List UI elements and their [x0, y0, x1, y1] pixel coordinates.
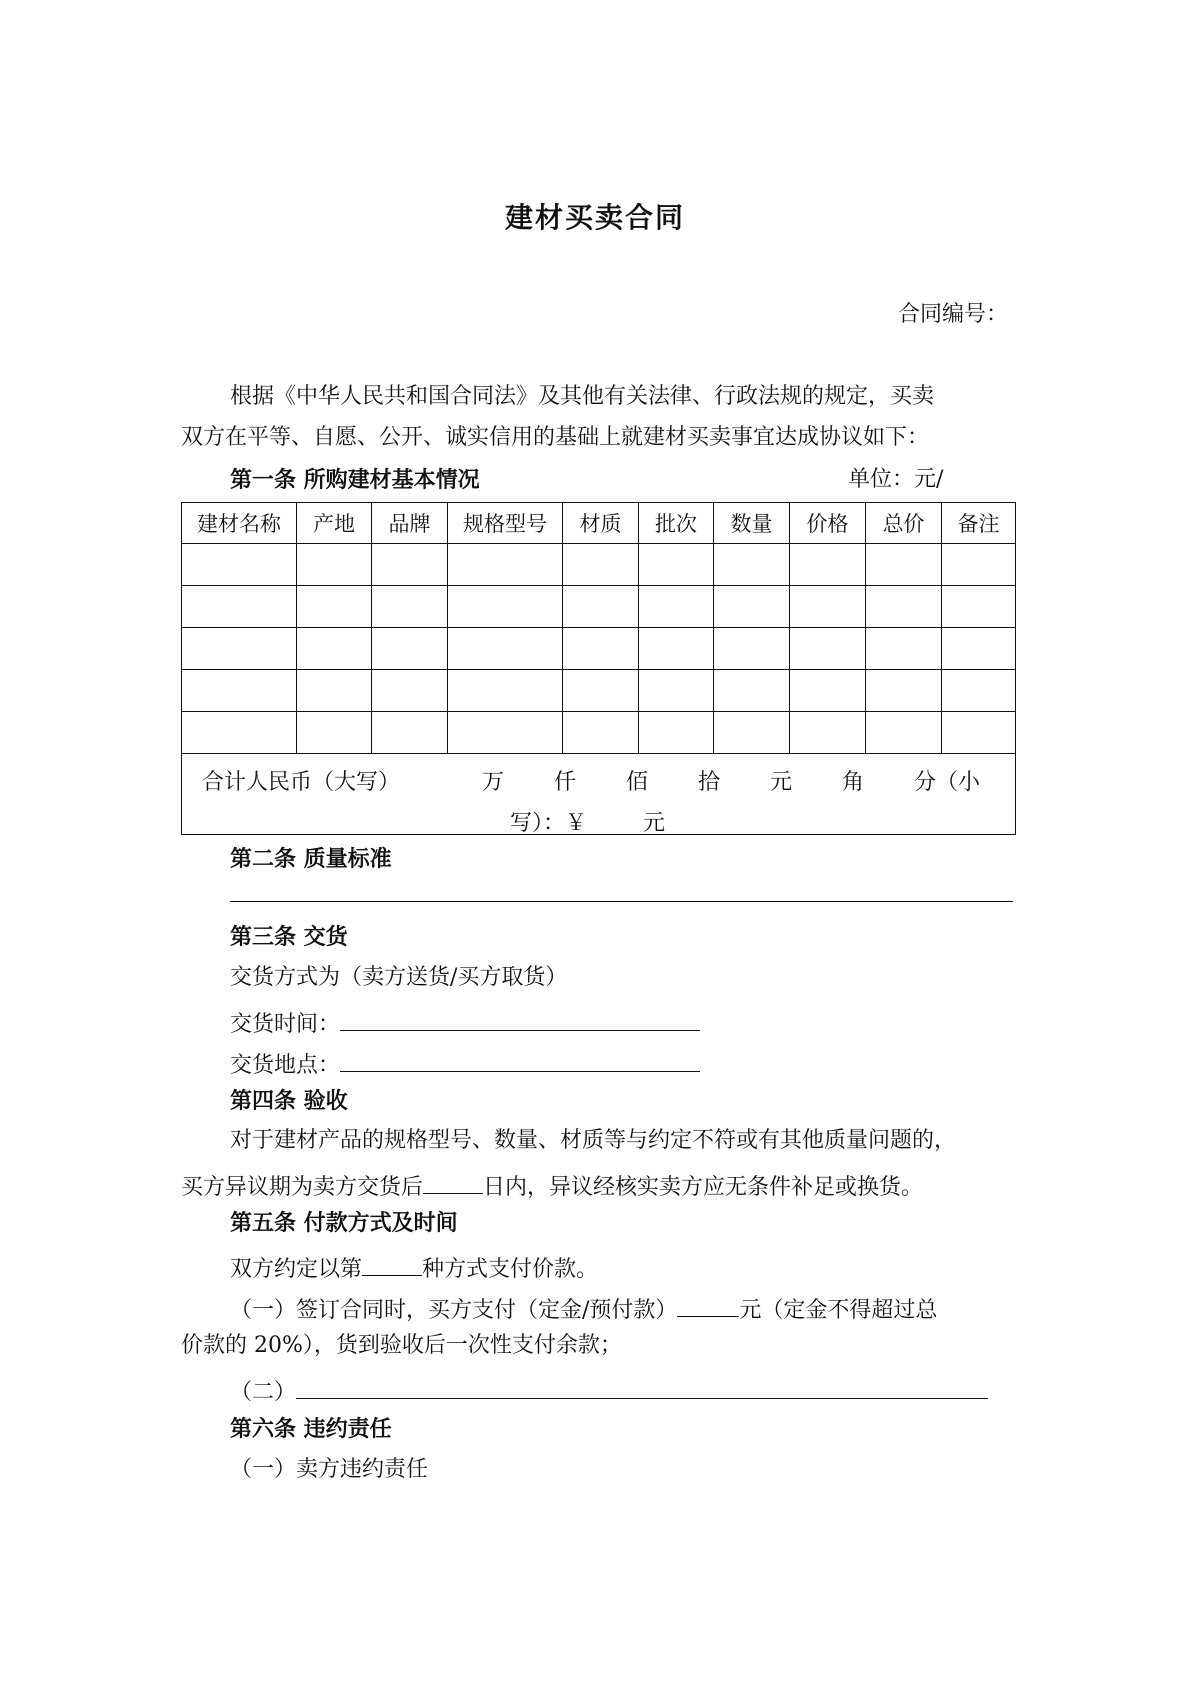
table-cell	[942, 586, 1016, 628]
column-header: 总价	[866, 503, 942, 544]
total-unit-jiao: 角	[842, 770, 865, 795]
column-header: 品牌	[372, 503, 448, 544]
article-1-heading: 第一条 所购建材基本情况	[230, 467, 480, 493]
table-cell	[448, 628, 563, 670]
payment-option-2-blank	[296, 1376, 988, 1399]
column-header: 材质	[563, 503, 639, 544]
table-cell	[563, 712, 639, 754]
table-cell	[866, 544, 942, 586]
column-header: 建材名称	[182, 503, 297, 544]
seller-liability-heading: （一）卖方违约责任	[230, 1457, 429, 1482]
total-unit-fen: 分（小	[914, 770, 981, 795]
table-cell	[639, 628, 714, 670]
table-cell	[182, 712, 297, 754]
total-unit-yuan: 元	[770, 770, 793, 795]
delivery-method: 交货方式为（卖方送货/买方取货）	[230, 965, 568, 990]
table-cell	[372, 670, 448, 712]
column-header: 备注	[942, 503, 1016, 544]
objection-period-post: 日内，异议经核实卖方应无条件补足或换货。	[483, 1175, 924, 1200]
payment-option-1-line-1	[230, 1294, 937, 1322]
table-cell	[790, 712, 866, 754]
column-header: 批次	[639, 503, 714, 544]
article-4-heading: 第四条 验收	[230, 1088, 348, 1114]
delivery-place-row	[230, 1049, 700, 1077]
table-row	[182, 586, 1016, 628]
payment-method-blank	[362, 1253, 422, 1276]
payment-method-pre: 双方约定以第	[230, 1257, 363, 1282]
table-row	[182, 628, 1016, 670]
table-cell	[448, 670, 563, 712]
total-unit-bai: 佰	[626, 770, 649, 795]
payment-method-line	[230, 1253, 598, 1281]
table-cell	[714, 586, 790, 628]
table-cell	[639, 586, 714, 628]
table-cell	[714, 670, 790, 712]
table-cell	[866, 670, 942, 712]
payment-option-1-post: 元（定金不得超过总	[739, 1298, 938, 1323]
table-cell	[448, 586, 563, 628]
table-cell	[639, 670, 714, 712]
table-cell	[182, 586, 297, 628]
table-cell	[790, 544, 866, 586]
objection-period-pre: 买方异议期为卖方交货后	[181, 1175, 424, 1200]
objection-days-blank	[423, 1171, 483, 1194]
table-cell	[942, 670, 1016, 712]
unit-label: 单位：元/	[848, 467, 944, 492]
article-4-line-1: 对于建材产品的规格型号、数量、材质等与约定不符或有其他质量问题的，	[230, 1128, 957, 1153]
total-row	[182, 754, 1016, 835]
table-cell	[372, 586, 448, 628]
article-5-heading: 第五条 付款方式及时间	[230, 1210, 458, 1236]
payment-method-post: 种方式支付价款。	[422, 1257, 599, 1282]
delivery-place-label: 交货地点：	[230, 1053, 341, 1078]
payment-option-2-line	[230, 1376, 988, 1404]
table-cell	[372, 712, 448, 754]
table-cell	[714, 712, 790, 754]
table-row	[182, 670, 1016, 712]
column-header: 规格型号	[448, 503, 563, 544]
payment-option-2-label: （二）	[230, 1380, 297, 1405]
total-label: 合计人民币（大写）	[202, 770, 401, 795]
table-cell	[639, 712, 714, 754]
table-cell	[448, 712, 563, 754]
table-cell	[942, 544, 1016, 586]
table-cell	[297, 586, 372, 628]
table-cell	[639, 544, 714, 586]
column-header: 数量	[714, 503, 790, 544]
table-cell	[182, 670, 297, 712]
materials-table	[181, 502, 1016, 835]
table-cell	[866, 628, 942, 670]
table-cell	[942, 628, 1016, 670]
table-cell	[790, 586, 866, 628]
table-cell	[372, 544, 448, 586]
article-2-heading: 第二条 质量标准	[230, 846, 392, 872]
table-cell	[182, 544, 297, 586]
article-6-heading: 第六条 违约责任	[230, 1416, 392, 1442]
total-cell	[182, 754, 1016, 835]
payment-option-1-line-2: 价款的 20%），货到验收后一次性支付余款；	[181, 1333, 622, 1358]
table-cell	[790, 628, 866, 670]
quality-standard-blank	[230, 901, 1013, 902]
table-cell	[790, 670, 866, 712]
article-3-heading: 第三条 交货	[230, 924, 348, 950]
table-cell	[942, 712, 1016, 754]
table-cell	[372, 628, 448, 670]
table-cell	[297, 544, 372, 586]
table-row	[182, 544, 1016, 586]
total-unit-shi: 拾	[698, 770, 721, 795]
table-cell	[866, 712, 942, 754]
delivery-time-label: 交货时间：	[230, 1012, 341, 1037]
total-lowercase-line: 写）：￥ 元	[510, 811, 665, 836]
table-cell	[448, 544, 563, 586]
table-cell	[714, 544, 790, 586]
column-header: 产地	[297, 503, 372, 544]
table-cell	[563, 586, 639, 628]
table-cell	[866, 586, 942, 628]
delivery-time-row	[230, 1008, 700, 1036]
table-row	[182, 712, 1016, 754]
document-title: 建材买卖合同	[504, 201, 685, 234]
article-4-line-2	[181, 1171, 923, 1199]
delivery-time-blank	[340, 1008, 700, 1031]
contract-number-label: 合同编号：	[898, 302, 1009, 327]
table-cell	[714, 628, 790, 670]
table-cell	[297, 670, 372, 712]
payment-option-1-pre: （一）签订合同时，买方支付（定金/预付款）	[230, 1298, 678, 1323]
intro-line-1: 根据《中华人民共和国合同法》及其他有关法律、行政法规的规定，买卖	[230, 384, 935, 409]
column-header: 价格	[790, 503, 866, 544]
delivery-place-blank	[340, 1049, 700, 1072]
deposit-amount-blank	[677, 1294, 739, 1317]
table-cell	[563, 628, 639, 670]
table-cell	[563, 670, 639, 712]
table-cell	[297, 712, 372, 754]
table-cell	[297, 628, 372, 670]
total-unit-wan: 万	[482, 770, 505, 795]
total-unit-qian: 仟	[554, 770, 577, 795]
table-cell	[563, 544, 639, 586]
table-header-row	[182, 503, 1016, 544]
table-cell	[182, 628, 297, 670]
intro-line-2: 双方在平等、自愿、公开、诚实信用的基础上就建材买卖事宜达成协议如下：	[181, 425, 930, 450]
